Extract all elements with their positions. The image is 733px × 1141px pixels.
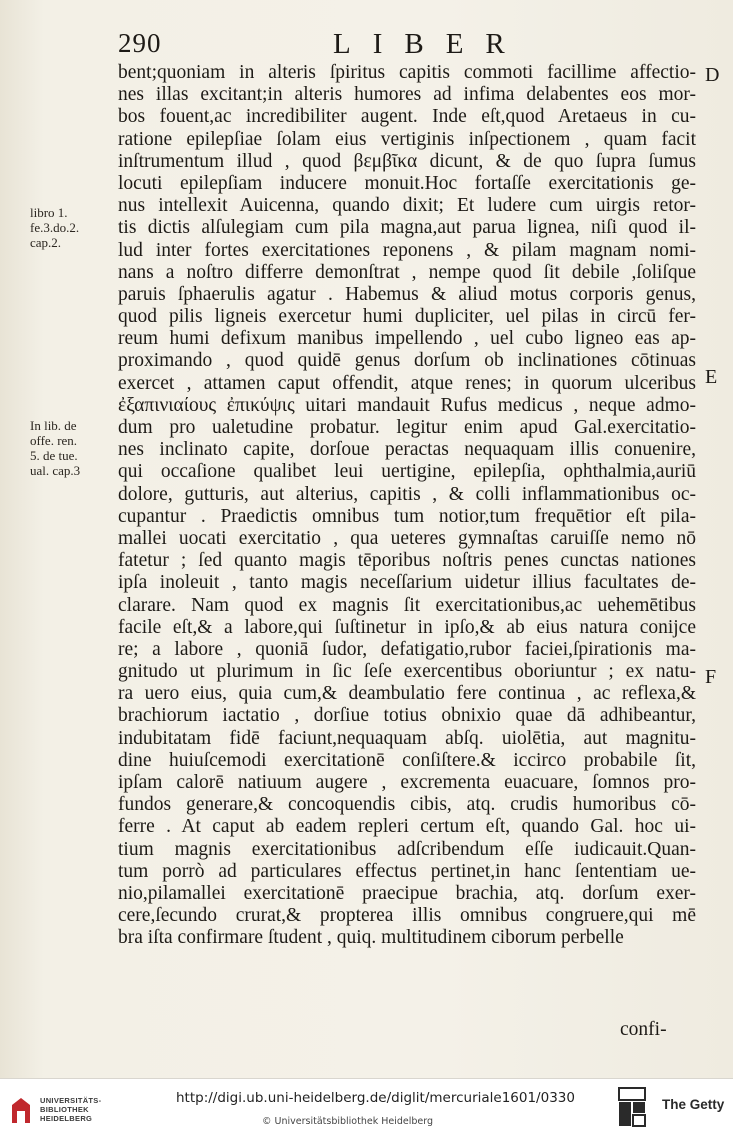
side-note-line: ual. cap.3 bbox=[30, 463, 81, 478]
text-line: quod pilis ligneis exercetur humi dupliciter, uel pilas in circū fer- bbox=[118, 306, 696, 328]
text-line: tis dictis alſulegiam cum pila magna,aut parua lignea, niſi quod il- bbox=[118, 217, 696, 239]
side-note-line: libro 1. bbox=[30, 205, 68, 220]
library-name-line: UNIVERSITÄTS- bbox=[40, 1096, 102, 1105]
text-line: paruis ſphaerulis agatur . Habemus & aliud motus corporis genus, bbox=[118, 283, 696, 305]
text-line: fatetur ; ſed quanto magis tēporibus noſtris penes cunctas nationes bbox=[118, 550, 696, 572]
text-line: gnitudo ut plurimum in ſic ſeſe exercentibus oboriuntur ; ex natu- bbox=[118, 661, 696, 683]
side-note-line: 5. de tue. bbox=[30, 448, 78, 463]
text-line: nans a noſtro differre demonſtrat , nempe quod ſit debile ,ſoliſque bbox=[118, 261, 696, 283]
text-line: cere,ſecundo crurat,& propterea illis omnibus congruere,qui mē bbox=[118, 905, 696, 927]
text-line: tium magnis exercitationibus adſcribendum eſſe iudicauit.Quan- bbox=[118, 838, 696, 860]
text-line: dine huiuſcemodi exercitationē conſiſtere.& iccirco probabile ſit, bbox=[118, 749, 696, 771]
text-line: tum porrò ad particulares effectus pertinet,in hanc ſententiam ue- bbox=[118, 860, 696, 882]
text-line: lud inter fortes exercitationes reponens , & pilam magnam nomi- bbox=[118, 239, 696, 261]
text-line: bent;quoniam in alteris ſpiritus capitis commoti facillime affectio- bbox=[118, 62, 696, 83]
text-line: reum humi defixum manibus impellendo , uel cubo ligneo eas ap- bbox=[118, 328, 696, 350]
body-text bbox=[118, 62, 696, 950]
side-note-line: offe. ren. bbox=[30, 433, 78, 448]
text-line: dolore, gutturis, aut alterius, capitis , & colli inflammationibus oc- bbox=[118, 483, 696, 505]
library-name-line: HEIDELBERG bbox=[40, 1114, 93, 1123]
catchword: confi- bbox=[620, 1019, 667, 1040]
text-line: ipſam calorē natiuum augere , excrementa euacuare, ſomnos pro- bbox=[118, 772, 696, 793]
side-note-line: fe.3.do.2. bbox=[30, 220, 80, 235]
page-number: 290 bbox=[118, 28, 162, 58]
text-line: qui occaſione qualibet leui uertigine, epilepſia, ophthalmia,auriū bbox=[118, 461, 696, 483]
text-line: ferre . At caput ab eadem repleri certum eſt, quando Gal. hoc ui- bbox=[118, 816, 696, 838]
text-line: clarare. Nam quod ex magnis ſit exercitationibus,ac uehemētibus bbox=[118, 594, 696, 616]
text-line: ἐξαπινιαίους ἐπικύψις uitari mandauit Rufus medicus , neque admo- bbox=[118, 394, 696, 416]
text-line: ipſa inoleuit , tanto magis neceſſarium uidetur illius facultates de- bbox=[118, 572, 696, 594]
text-line: nes inclinato capite, dorſoue peractas nequaquam illis conuenire, bbox=[118, 439, 696, 461]
text-line: exercet , attamen caput offendit, atque renes; in quorum ulceribus bbox=[118, 372, 696, 394]
side-note-1 bbox=[30, 205, 79, 250]
text-line: brachiorum iactatio , dorſiue totius obnixio quae dā adhibeantur, bbox=[118, 705, 696, 727]
text-line: locuti epilepſiam inducere monuit.Hoc fortaſſe exercitationis ge- bbox=[118, 172, 696, 194]
side-note-line: In lib. de bbox=[30, 418, 77, 433]
library-name bbox=[40, 1096, 101, 1123]
text-line: dum pro ualetudine probatur. legitur enim apud Gal.exercitatio- bbox=[118, 417, 696, 438]
permalink-url[interactable]: http://digi.ub.uni-heidelberg.de/diglit/mercuriale1601/0330 bbox=[176, 1090, 575, 1106]
copyright-notice: © Universitätsbibliothek Heidelberg bbox=[262, 1116, 434, 1127]
margin-letter-d: D bbox=[705, 64, 720, 86]
page-header bbox=[118, 28, 678, 62]
viewer-footer bbox=[0, 1078, 733, 1141]
margin-letter-e: E bbox=[705, 366, 718, 388]
text-line: bra iſta confirmare ſtudent , quiq. multitudinem ciborum perbelle bbox=[118, 927, 624, 949]
text-line: ratione epilepſiae ſolam eius vertiginis inſpectionem , quam facit bbox=[118, 128, 696, 150]
text-line: fundos generare,& concoquendis cibis, atq. crudis humoribus cō- bbox=[118, 794, 696, 816]
getty-name: The Getty bbox=[662, 1097, 725, 1112]
text-line: cupantur . Praedictis omnibus tum notior,tum frequētior eſt pila- bbox=[118, 505, 696, 527]
university-library-logo-icon bbox=[8, 1095, 34, 1125]
side-note-2 bbox=[30, 418, 80, 478]
text-line: bos fouent,ac incredibiliter augent. Inde eſt,quod Aretaeus in cu- bbox=[118, 106, 696, 128]
text-line: inſtrumentum illud , quod βεμβῖκα dicunt, & de quo ſupra ſumus bbox=[118, 150, 696, 172]
running-head: LIBER bbox=[333, 28, 527, 60]
margin-letter-f: F bbox=[705, 666, 717, 688]
text-line: facile eſt,& a labore,qui ſuſtinetur in ipſo,& ab eius natura conijce bbox=[118, 616, 696, 638]
text-line: re; a labore , quoniā ſudor, defatigatio,rubor faciei,ſpirationis ma- bbox=[118, 638, 696, 660]
text-line: proximando , quod quidē genus dorſum ob inclinationes cōtinuas bbox=[118, 350, 696, 372]
text-line: indubitatam fidē faciunt,nequaquam abſq. uiolētia, aut magnitu- bbox=[118, 727, 696, 749]
side-note-line: cap.2. bbox=[30, 235, 62, 250]
getty-logo-icon bbox=[618, 1087, 646, 1127]
text-line: nes illas excitant;in alteris humores ad infima delabentes eos mor- bbox=[118, 84, 696, 106]
text-line: mallei uocati exercitatio , qua ueteres gymnaſtas caruiſſe nemo nō bbox=[118, 527, 696, 549]
text-line: nus intellexit Auicenna, quando dixit; Et ludere cum uirgis retor- bbox=[118, 195, 696, 217]
text-line: ra uero eius, quia cum,& deambulatio fere continua , ac reflexa,& bbox=[118, 683, 696, 705]
text-line: nio,pilamallei exercitationē praecipue brachia, atq. dorſum exer- bbox=[118, 882, 696, 904]
library-name-line: BIBLIOTHEK bbox=[40, 1105, 89, 1114]
